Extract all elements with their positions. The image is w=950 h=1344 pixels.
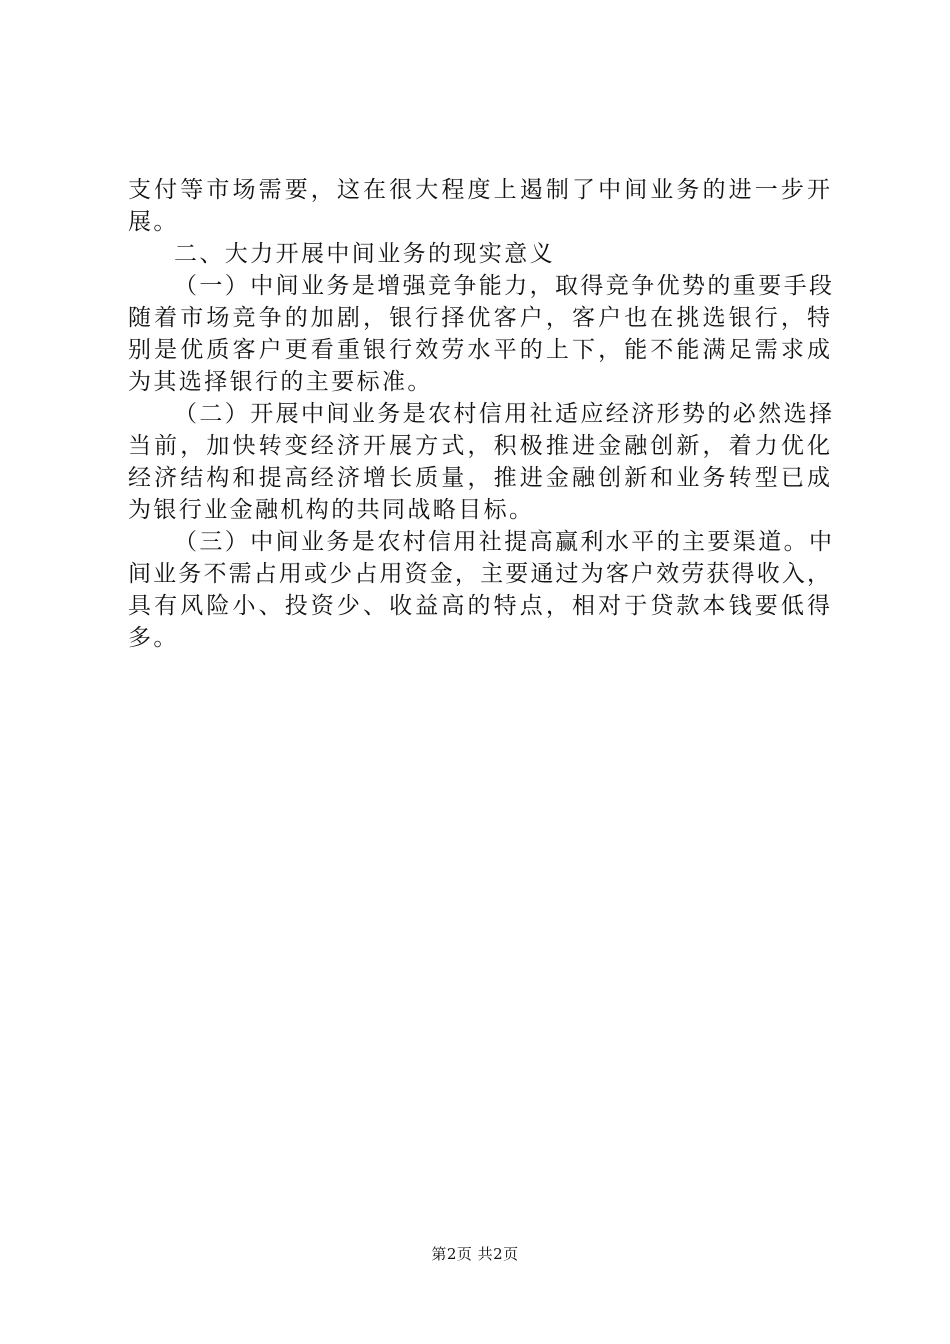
paragraph-line: 经济结构和提高经济增长质量，推进金融创新和业务转型已成 xyxy=(128,465,830,491)
paragraph-line: 间业务不需占用或少占用资金，主要通过为客户效劳获得收入， xyxy=(128,561,830,587)
paragraph-line: 支付等市场需要，这在很大程度上遏制了中间业务的进一步开 xyxy=(128,177,830,203)
paragraph-line: 当前，加快转变经济开展方式，积极推进金融创新，着力优化 xyxy=(128,433,830,459)
subsection-heading: （一）中间业务是增强竞争能力，取得竞争优势的重要手段 xyxy=(174,273,835,299)
paragraph-line: 多。 xyxy=(128,625,179,651)
page-number-footer: 第2页 共2页 xyxy=(431,1245,519,1263)
paragraph-line: 为其选择银行的主要标准。 xyxy=(128,369,433,395)
paragraph-line: 为银行业金融机构的共同战略目标。 xyxy=(128,497,535,523)
document-body xyxy=(128,174,835,654)
subsection-heading: （三）中间业务是农村信用社提高赢利水平的主要渠道。中 xyxy=(174,529,835,555)
section-heading: 二、大力开展中间业务的现实意义 xyxy=(174,241,555,267)
paragraph-line: 展。 xyxy=(128,209,179,235)
paragraph-line: 随着市场竞争的加剧，银行择优客户，客户也在挑选银行，特 xyxy=(128,305,830,331)
subsection-heading: （二）开展中间业务是农村信用社适应经济形势的必然选择 xyxy=(174,401,835,427)
paragraph-line: 别是优质客户更看重银行效劳水平的上下，能不能满足需求成 xyxy=(128,337,830,363)
paragraph-line: 具有风险小、投资少、收益高的特点，相对于贷款本钱要低得 xyxy=(128,593,830,619)
